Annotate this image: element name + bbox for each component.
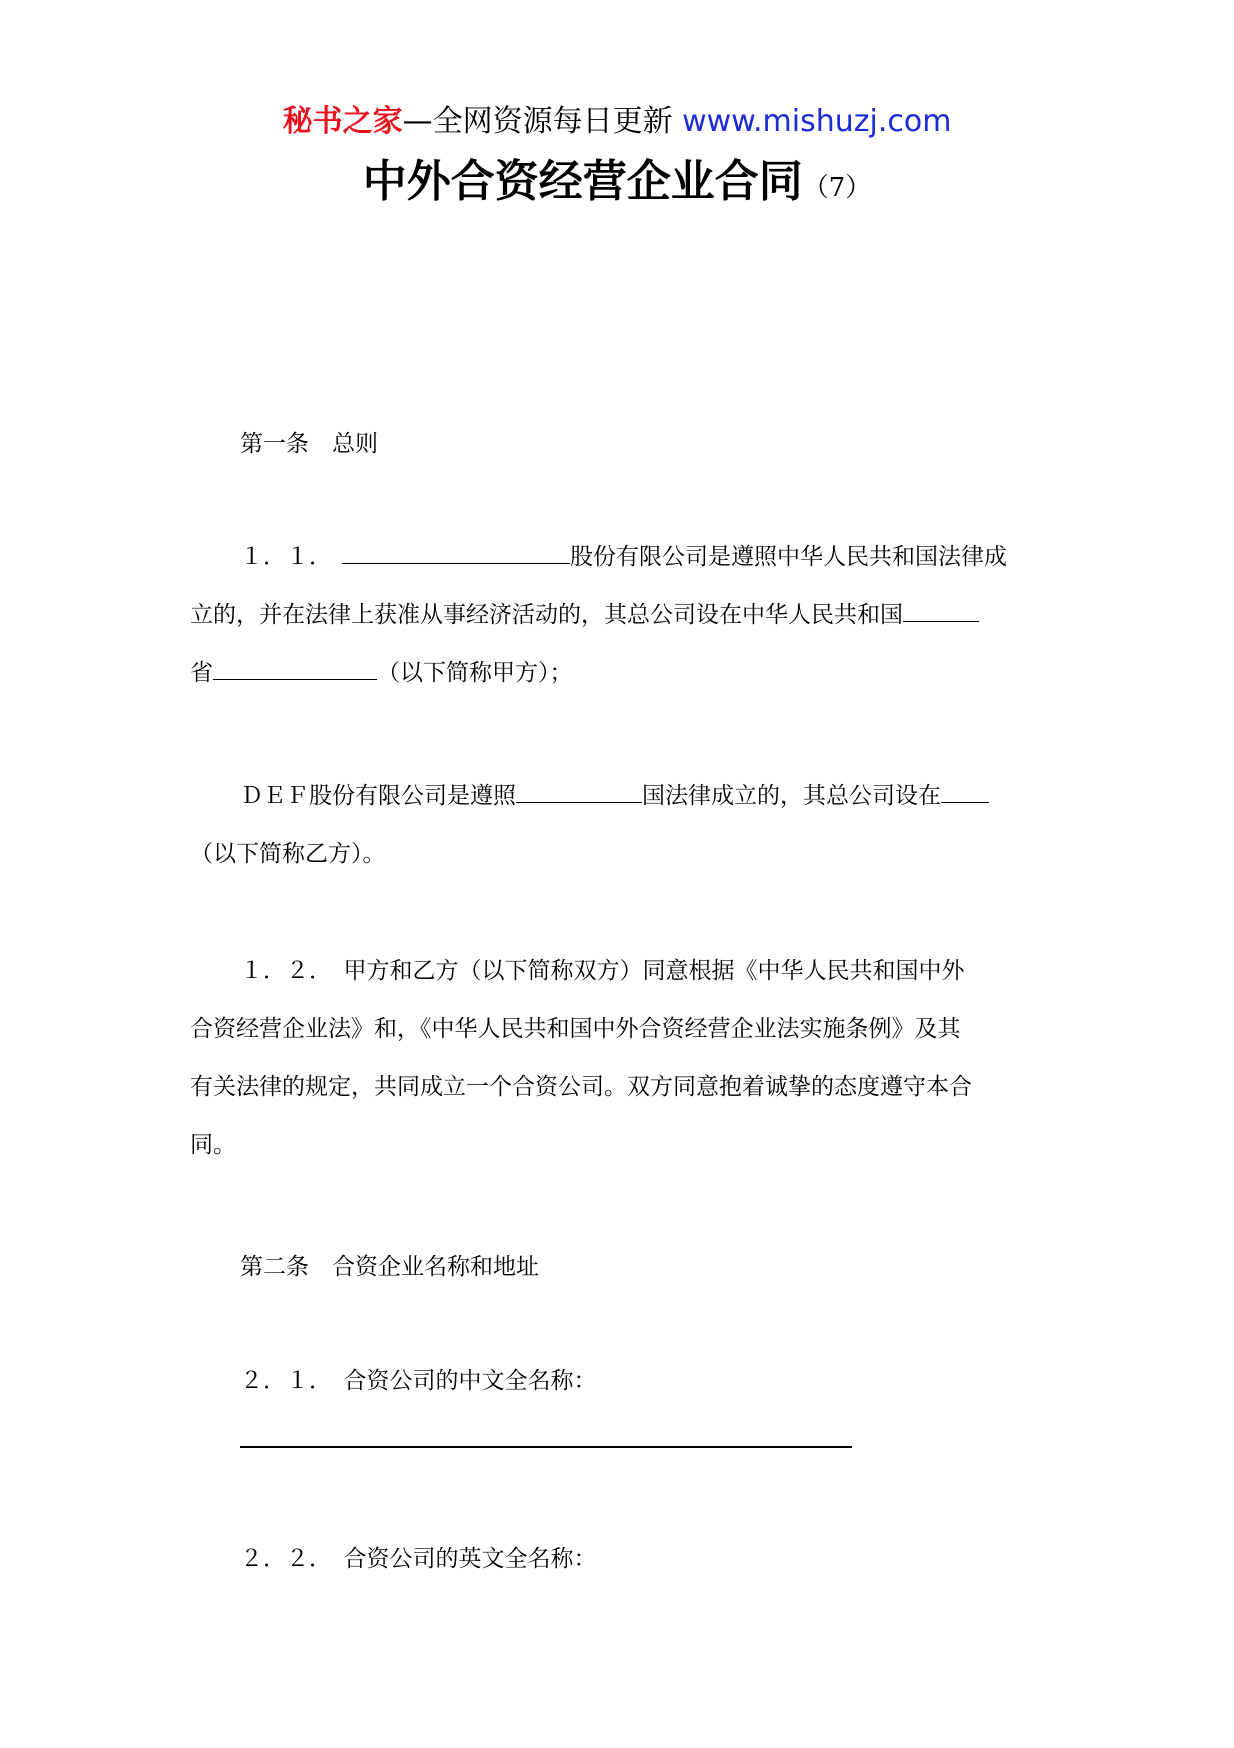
article-2-heading: 第二条 合资企业名称和地址 (240, 1254, 539, 1280)
title-suffix: （7） (802, 173, 872, 203)
clause-1-1-line3-pre: 省 (190, 660, 213, 686)
clause-1-1 (190, 528, 1046, 702)
blank-field (516, 780, 642, 803)
article-1-heading: 第一条 总则 (240, 431, 378, 457)
brand-name: 秘书之家 (282, 104, 403, 139)
clause-1-2-line4: 同。 (190, 1132, 236, 1158)
site-url-link[interactable]: www.mishuzj.com (682, 104, 952, 139)
blank-field (903, 599, 979, 622)
site-header (0, 102, 1234, 142)
clause-party-b (190, 767, 1046, 883)
header-slogan: —全网资源每日更新 (402, 104, 673, 139)
title-main: 中外合资经营企业合同 (362, 156, 803, 207)
document-title (0, 154, 1234, 216)
blank-field (941, 780, 989, 803)
clause-1-1-line3-post: （以下简称甲方）； (377, 660, 573, 686)
clause-1-1-line1: 股份有限公司是遵照中华人民共和国法律成 (570, 544, 1007, 570)
party-b-line1-pre: ＤＥＦ股份有限公司是遵照 (240, 783, 516, 809)
clause-1-1-number: １．１． (240, 544, 332, 570)
blank-line-chinese-name (240, 1446, 852, 1448)
clause-1-2 (190, 942, 1046, 1174)
blank-field (342, 541, 570, 564)
clause-2-2: ２．２． 合资公司的英文全名称： (240, 1546, 597, 1572)
clause-1-1-line2: 立的，并在法律上获准从事经济活动的，其总公司设在中华人民共和国 (190, 602, 903, 628)
clause-2-1: ２．１． 合资公司的中文全名称： (240, 1368, 597, 1394)
party-b-line2: （以下简称乙方）。 (190, 841, 386, 867)
blank-field (213, 657, 377, 680)
party-b-line1-mid: 国法律成立的，其总公司设在 (642, 783, 941, 809)
clause-1-2-line3: 有关法律的规定，共同成立一个合资公司。双方同意抱着诚挚的态度遵守本合 (190, 1074, 972, 1100)
clause-1-2-line1: １．２． 甲方和乙方（以下简称双方）同意根据《中华人民共和国中外 (240, 958, 965, 984)
clause-1-2-line2: 合资经营企业法》和，《中华人民共和国中外合资经营企业法实施条例》及其 (190, 1016, 961, 1042)
